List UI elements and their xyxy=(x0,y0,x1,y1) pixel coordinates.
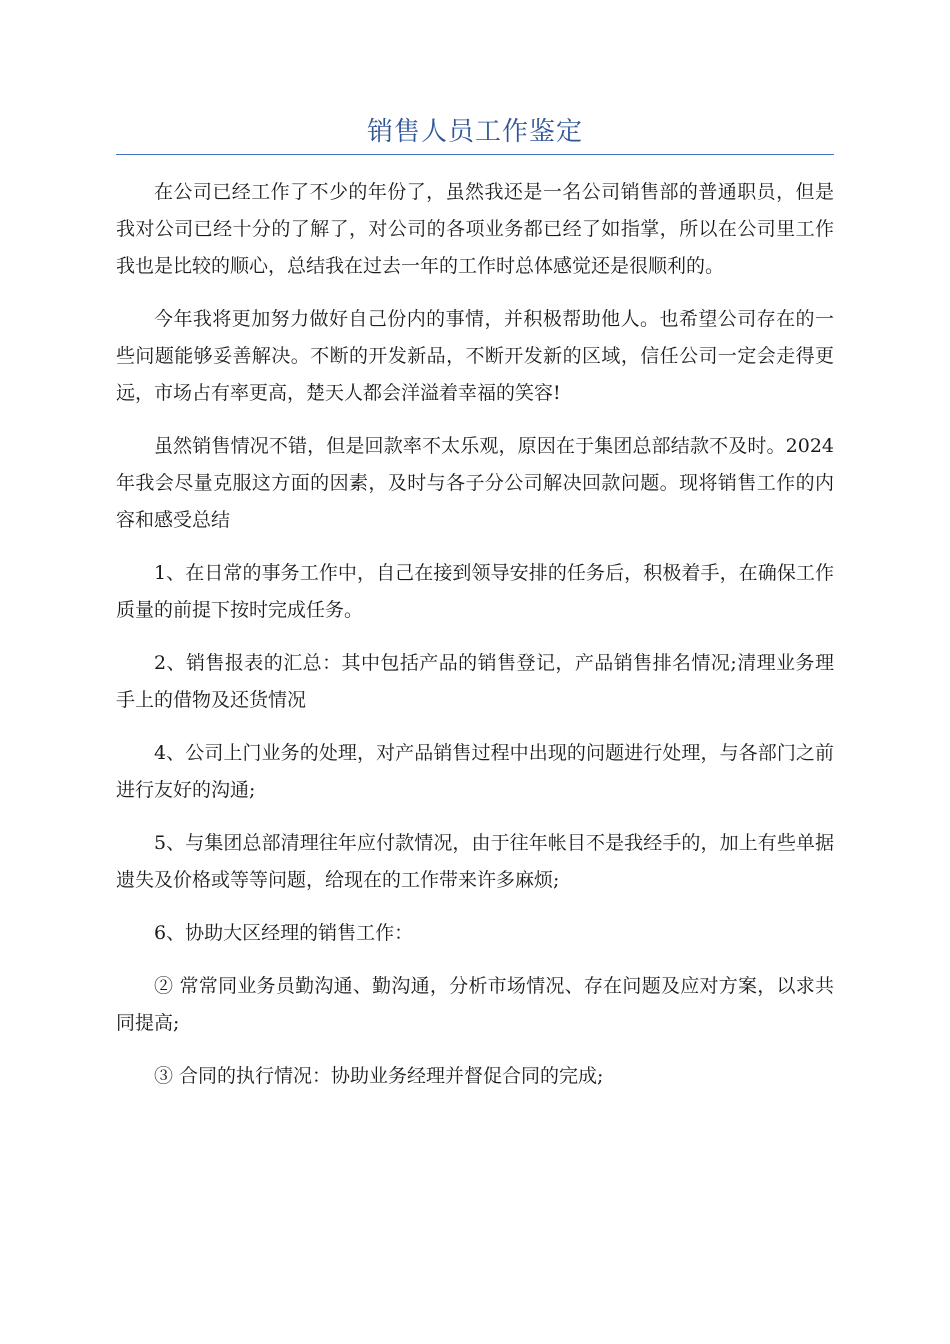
title-underline xyxy=(116,154,834,155)
list-item-4: 4、公司上门业务的处理，对产品销售过程中出现的问题进行处理，与各部门之前进行友好的沟通; xyxy=(116,742,834,801)
sub-item-2: ② 常常同业务员勤沟通、勤沟通，分析市场情况、存在问题及应对方案，以求共同提高; xyxy=(116,975,834,1034)
sub-item-3: ③ 合同的执行情况：协助业务经理并督促合同的完成; xyxy=(154,1065,604,1087)
document-title: 销售人员工作鉴定 xyxy=(366,117,583,147)
list-item-1: 1、在日常的事务工作中，自己在接到领导安排的任务后，积极着手，在确保工作质量的前提下按时完成任务。 xyxy=(116,562,834,621)
paragraph-3: 虽然销售情况不错，但是回款率不太乐观，原因在于集团总部结款不及时。2024年我会尽量克服这方面的因素，及时与各子分公司解决回款问题。现将销售工作的内容和感受总结 xyxy=(116,435,834,531)
document-body xyxy=(116,174,834,1111)
list-item-2: 2、销售报表的汇总：其中包括产品的销售登记，产品销售排名情况;清理业务理手上的借物及还货情况 xyxy=(116,652,834,711)
paragraph-1: 在公司已经工作了不少的年份了，虽然我还是一名公司销售部的普通职员，但是我对公司已经十分的了解了，对公司的各项业务都已经了如指掌，所以在公司里工作我也是比较的顺心，总结我在过去一年的工作时总体感觉还是很顺利的。 xyxy=(116,181,834,277)
paragraph-2: 今年我将更加努力做好自己份内的事情，并积极帮助他人。也希望公司存在的一些问题能够妥善解决。不断的开发新品，不断开发新的区域，信任公司一定会走得更远，市场占有率更高，楚天人都会洋溢着幸福的笑容! xyxy=(116,308,834,404)
list-item-6: 6、协助大区经理的销售工作： xyxy=(154,922,414,944)
list-item-5: 5、与集团总部清理往年应付款情况，由于往年帐目不是我经手的，加上有些单据遗失及价格或等等问题，给现在的工作带来许多麻烦; xyxy=(116,832,834,891)
